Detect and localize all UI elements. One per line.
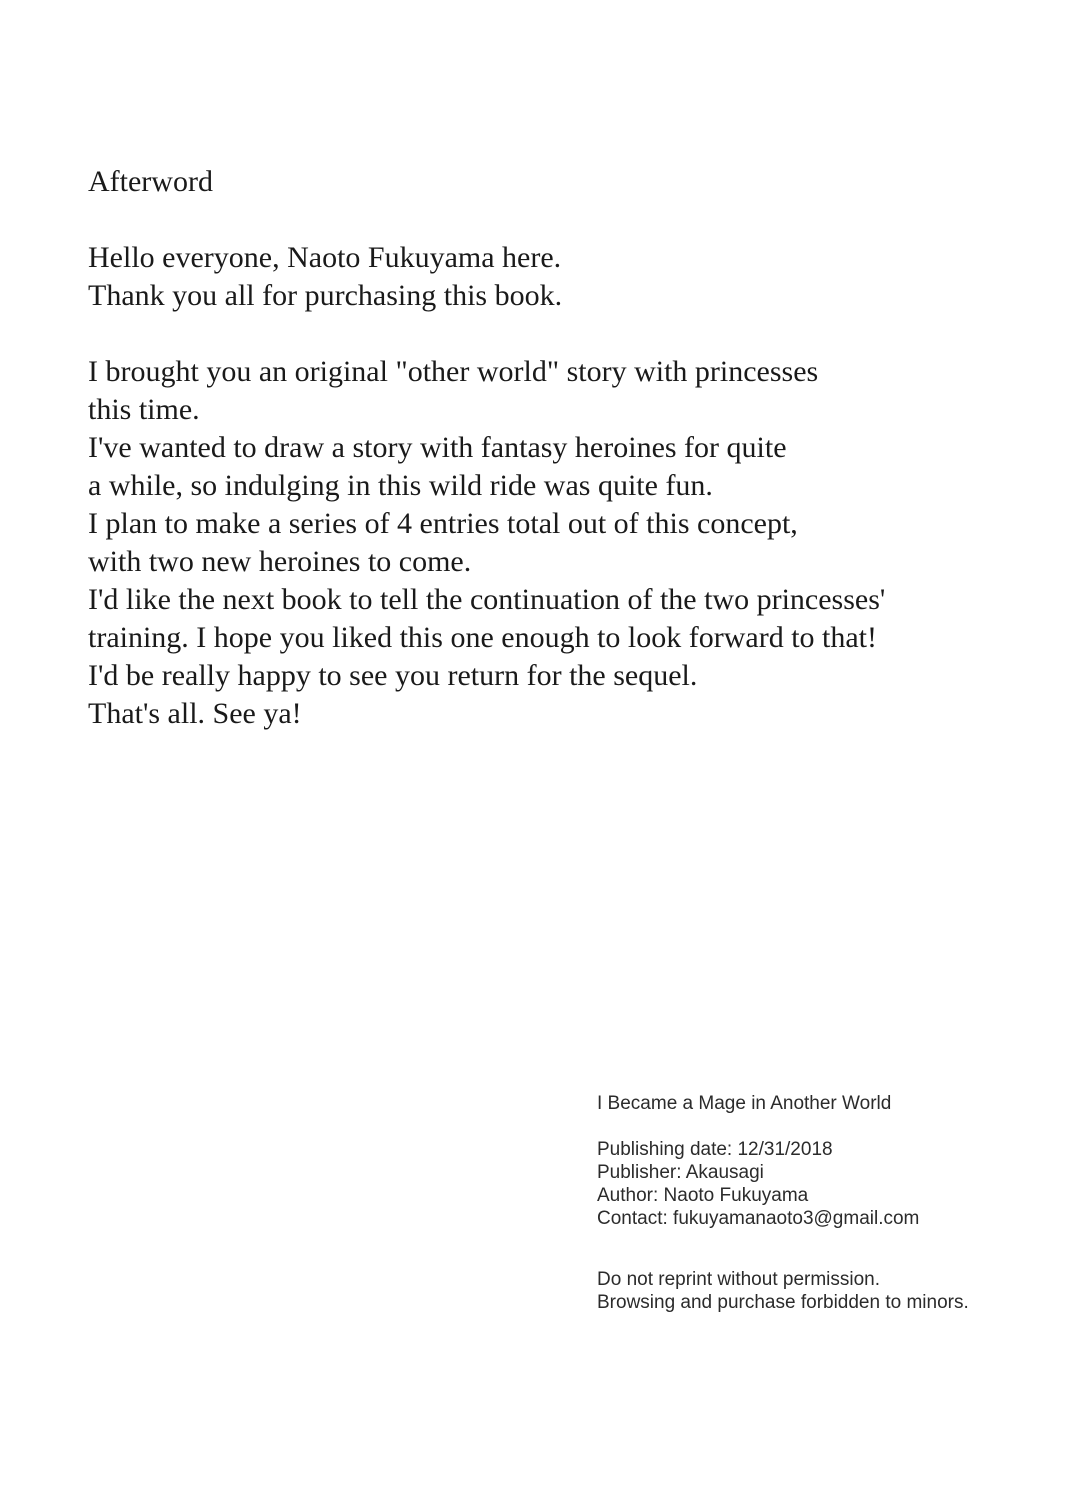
text-line: with two new heroines to come. [88,545,472,578]
text-line: Author: Naoto Fukuyama [597,1185,809,1206]
book-title: I Became a Mage in Another World [597,1093,892,1114]
text-line: I brought you an original "other world" story with princesses [88,355,819,388]
text-line: I'd like the next book to tell the continuation of the two princesses' [88,583,886,616]
text-line: Thank you all for purchasing this book. [88,279,563,312]
colophon-section [597,1092,969,1314]
text-line: I plan to make a series of 4 entries total out of this concept, [88,507,798,540]
text-line: Publishing date: 12/31/2018 [597,1139,833,1160]
afterword-section [88,163,885,733]
text-line: a while, so indulging in this wild ride was quite fun. [88,469,713,502]
text-line: Browsing and purchase forbidden to minors. [597,1292,969,1313]
text-line: training. I hope you liked this one enough to look forward to that! [88,621,878,654]
text-line: Do not reprint without permission. [597,1269,881,1290]
text-line: this time. [88,393,200,426]
text-line: That's all. See ya! [88,697,302,730]
text-line: Contact: fukuyamanaoto3@gmail.com [597,1208,920,1229]
text-line: I've wanted to draw a story with fantasy heroines for quite [88,431,787,464]
body-paragraph [88,353,885,733]
afterword-title: Afterword [88,165,213,198]
text-line: I'd be really happy to see you return for the sequel. [88,659,698,692]
text-line: Hello everyone, Naoto Fukuyama here. [88,241,562,274]
text-line: Publisher: Akausagi [597,1162,764,1183]
greeting-paragraph [88,239,885,315]
publishing-details [597,1138,969,1230]
legal-notice [597,1268,969,1314]
